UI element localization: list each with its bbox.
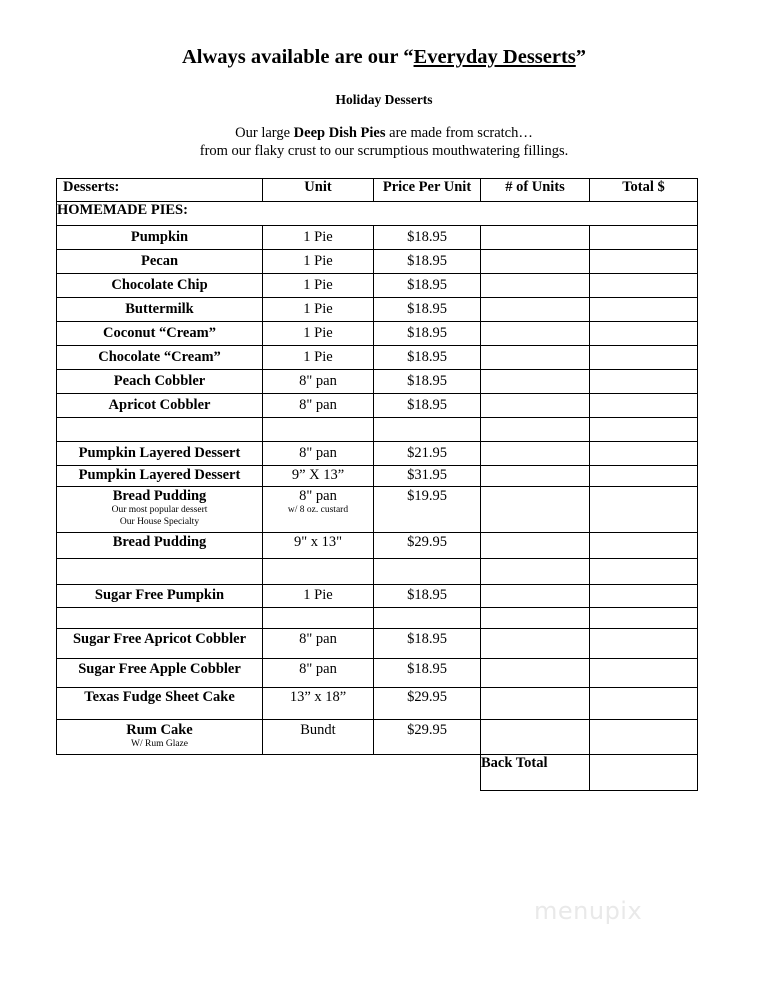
item-price: $31.95 <box>407 467 447 483</box>
total-cell[interactable] <box>590 585 698 608</box>
item-price: $29.95 <box>407 534 447 550</box>
item-price: $18.95 <box>407 373 447 389</box>
item-name: Chocolate Chip <box>111 277 208 293</box>
units-cell[interactable] <box>481 346 590 370</box>
dessert-order-table <box>56 178 698 791</box>
item-price: $21.95 <box>407 445 447 461</box>
table-row <box>57 466 698 487</box>
item-unit: Bundt <box>300 722 336 738</box>
column-header-unit: Unit <box>263 179 374 202</box>
table-header-row <box>57 179 698 202</box>
units-cell[interactable] <box>481 370 590 394</box>
item-price: $18.95 <box>407 253 447 269</box>
column-header-price: Price Per Unit <box>374 179 481 202</box>
item-unit: 1 Pie <box>303 325 333 341</box>
item-price: $29.95 <box>407 722 447 738</box>
total-cell[interactable] <box>590 274 698 298</box>
total-cell[interactable] <box>590 688 698 720</box>
table-row <box>57 274 698 298</box>
item-unit: 9" x 13" <box>293 534 343 550</box>
total-cell[interactable] <box>590 720 698 755</box>
column-header-units: # of Units <box>481 179 590 202</box>
units-cell[interactable] <box>481 298 590 322</box>
table-row <box>57 659 698 688</box>
section-label-homemade-pies: HOMEMADE PIES: <box>57 202 698 226</box>
page-subtitle: Holiday Desserts <box>335 92 433 107</box>
units-cell[interactable] <box>481 533 590 559</box>
spacer-row <box>57 418 698 442</box>
item-unit: 1 Pie <box>303 587 333 603</box>
item-price: $18.95 <box>407 301 447 317</box>
item-name: Chocolate “Cream” <box>98 349 221 365</box>
item-name: Sugar Free Pumpkin <box>94 587 225 603</box>
item-price: $19.95 <box>407 488 447 504</box>
item-note: Our House Specialty <box>119 517 200 527</box>
total-cell[interactable] <box>590 250 698 274</box>
table-row <box>57 250 698 274</box>
item-unit: 9” X 13” <box>291 467 345 483</box>
back-total-cell[interactable] <box>590 755 698 791</box>
total-cell[interactable] <box>590 226 698 250</box>
spacer-row <box>57 608 698 629</box>
item-unit: 1 Pie <box>303 277 333 293</box>
item-name: Sugar Free Apple Cobbler <box>78 661 241 677</box>
item-unit-note: w/ 8 oz. custard <box>287 505 349 515</box>
item-name: Sugar Free Apricot Cobbler <box>72 631 247 647</box>
item-price: $18.95 <box>407 229 447 245</box>
table-row <box>57 226 698 250</box>
item-unit: 1 Pie <box>303 253 333 269</box>
table-row <box>57 370 698 394</box>
table-row <box>57 322 698 346</box>
item-name: Peach Cobbler <box>113 373 206 389</box>
units-cell[interactable] <box>481 629 590 659</box>
item-note: W/ Rum Glaze <box>131 739 188 749</box>
spacer-row <box>57 559 698 585</box>
intro-line-1: Our large Deep Dish Pies are made from scratch… <box>235 125 533 141</box>
table-row <box>57 585 698 608</box>
units-cell[interactable] <box>481 720 590 755</box>
total-cell[interactable] <box>590 487 698 533</box>
units-cell[interactable] <box>481 466 590 487</box>
units-cell[interactable] <box>481 487 590 533</box>
item-price: $18.95 <box>407 325 447 341</box>
item-name: Buttermilk <box>125 301 194 317</box>
item-price: $29.95 <box>407 689 447 705</box>
item-note: Our most popular dessert <box>111 505 208 515</box>
item-name: Rum Cake <box>126 722 193 738</box>
total-cell[interactable] <box>590 533 698 559</box>
total-cell[interactable] <box>590 346 698 370</box>
item-name: Bread Pudding <box>112 488 207 504</box>
item-unit: 8" pan <box>299 631 337 647</box>
units-cell[interactable] <box>481 659 590 688</box>
item-price: $18.95 <box>407 277 447 293</box>
units-cell[interactable] <box>481 585 590 608</box>
title-emphasis: Everyday Desserts <box>413 46 576 68</box>
table-row <box>57 629 698 659</box>
column-header-total: Total $ <box>590 179 698 202</box>
item-unit: 8" pan <box>299 445 337 461</box>
section-row <box>57 202 698 226</box>
item-unit: 8" pan <box>299 397 337 413</box>
item-unit: 8" pan <box>299 661 337 677</box>
table-row <box>57 487 698 533</box>
item-price: $18.95 <box>407 661 447 677</box>
item-unit: 13” x 18” <box>289 689 347 705</box>
item-name: Coconut “Cream” <box>103 325 216 341</box>
back-total-label: Back Total <box>481 755 590 791</box>
item-name: Pecan <box>140 253 179 269</box>
column-header-desserts: Desserts: <box>57 179 263 202</box>
units-cell[interactable] <box>481 442 590 466</box>
item-name: Pumpkin Layered Dessert <box>78 467 241 483</box>
total-cell[interactable] <box>590 322 698 346</box>
item-name: Pumpkin <box>130 229 189 245</box>
table-row <box>57 533 698 559</box>
intro-text <box>0 124 768 160</box>
units-cell[interactable] <box>481 250 590 274</box>
item-name: Apricot Cobbler <box>108 397 211 413</box>
page-title: Always available are our “Everyday Desserts” <box>181 46 587 68</box>
total-cell[interactable] <box>590 442 698 466</box>
item-unit: 1 Pie <box>303 229 333 245</box>
table-row <box>57 688 698 720</box>
item-unit: 8" pan <box>299 373 337 389</box>
total-cell[interactable] <box>590 659 698 688</box>
item-price: $18.95 <box>407 349 447 365</box>
item-name: Texas Fudge Sheet Cake <box>84 689 235 705</box>
units-cell[interactable] <box>481 274 590 298</box>
table-row <box>57 394 698 418</box>
total-cell[interactable] <box>590 629 698 659</box>
item-unit: 8" pan <box>299 488 337 504</box>
table-row <box>57 346 698 370</box>
units-cell[interactable] <box>481 394 590 418</box>
watermark-logo: menupix <box>534 897 643 925</box>
item-unit: 1 Pie <box>303 349 333 365</box>
item-price: $18.95 <box>407 397 447 413</box>
item-name: Pumpkin Layered Dessert <box>78 445 241 461</box>
table-row <box>57 298 698 322</box>
item-price: $18.95 <box>407 631 447 647</box>
item-unit: 1 Pie <box>303 301 333 317</box>
units-cell[interactable] <box>481 688 590 720</box>
units-cell[interactable] <box>481 226 590 250</box>
intro-line-2: from our flaky crust to our scrumptious mouthwatering fillings. <box>199 143 569 159</box>
table-row <box>57 720 698 755</box>
total-cell[interactable] <box>590 394 698 418</box>
item-price: $18.95 <box>407 587 447 603</box>
total-cell[interactable] <box>590 298 698 322</box>
total-cell[interactable] <box>590 466 698 487</box>
table-row <box>57 442 698 466</box>
units-cell[interactable] <box>481 322 590 346</box>
total-cell[interactable] <box>590 370 698 394</box>
back-total-row <box>57 755 698 791</box>
item-name: Bread Pudding <box>112 534 207 550</box>
